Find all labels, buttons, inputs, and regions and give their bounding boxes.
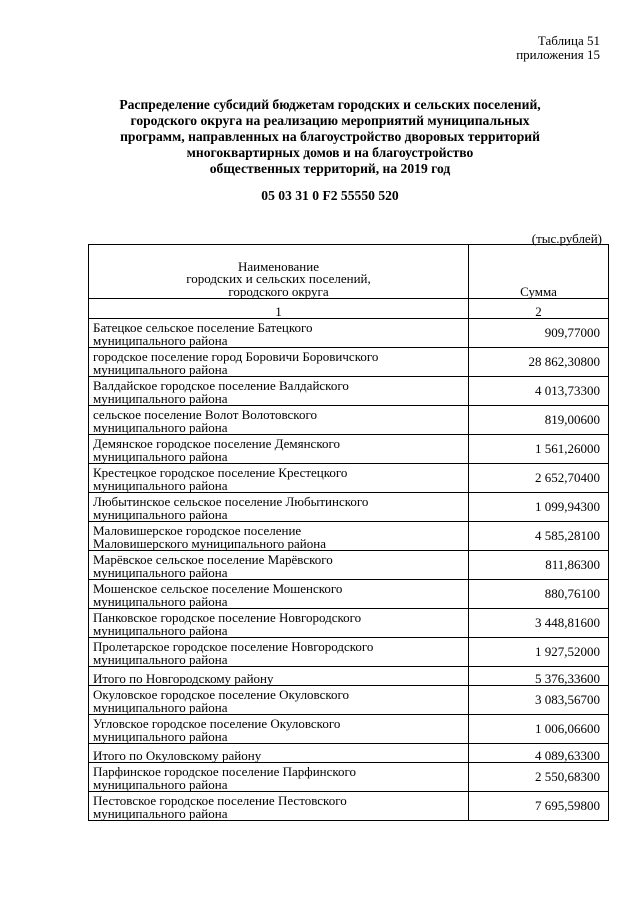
settlement-name-line: муниципального района xyxy=(93,477,228,493)
settlement-name-cell xyxy=(89,464,469,493)
district-total-row xyxy=(89,667,609,686)
settlement-name-line: Марёвское сельское поселение Марёвского xyxy=(93,552,333,567)
sum-cell: 4 585,28100 xyxy=(469,522,609,551)
sum-cell: 4 013,73300 xyxy=(469,377,609,406)
settlement-name-line: муниципального района xyxy=(93,390,228,406)
table-row xyxy=(89,493,609,522)
settlement-name-line: городское поселение город Боровичи Боровичского xyxy=(93,349,379,364)
settlement-name-cell xyxy=(89,551,469,580)
settlement-name-line: Угловское городское поселение Окуловского xyxy=(93,716,341,731)
table-row xyxy=(89,609,609,638)
settlement-name-cell xyxy=(89,493,469,522)
table-row xyxy=(89,319,609,348)
settlement-name-line: муниципального района xyxy=(93,448,228,464)
sum-cell: 1 099,94300 xyxy=(469,493,609,522)
sum-cell: 2 550,68300 xyxy=(469,763,609,792)
settlement-name-line: Маловишерское городское поселение xyxy=(93,523,302,538)
header-name-line: городских и сельских поселений, xyxy=(186,271,371,286)
settlement-name-line: Парфинское городское поселение Парфинского xyxy=(93,764,357,779)
sum-cell: 880,76100 xyxy=(469,580,609,609)
title-line: программ, направленных на благоустройство дворовых территорий xyxy=(120,129,540,144)
settlement-name-line: муниципального района xyxy=(93,419,228,435)
settlement-name-line: Батецкое сельское поселение Батецкого xyxy=(93,320,313,335)
total-sum-cell: 5 376,33600 xyxy=(469,667,609,686)
settlement-name-line: муниципального района xyxy=(93,651,228,667)
settlement-name-line: муниципального района xyxy=(93,506,228,522)
title-line: городского округа на реализацию мероприятий муниципальных xyxy=(130,113,530,128)
total-sum-cell: 4 089,63300 xyxy=(469,744,609,763)
settlement-name-line: муниципального района xyxy=(93,361,228,377)
settlement-name-line: Пестовское городское поселение Пестовского xyxy=(93,793,347,808)
appendix-number: приложения 15 xyxy=(516,47,600,62)
table-row xyxy=(89,638,609,667)
document-title xyxy=(95,97,565,177)
sum-cell: 1 006,06600 xyxy=(469,715,609,744)
table-row xyxy=(89,406,609,435)
settlement-name-line: Демянское городское поселение Демянского xyxy=(93,436,340,451)
title-line: Распределение субсидий бюджетам городских и сельских поселений, xyxy=(119,97,541,112)
table-row xyxy=(89,464,609,493)
settlement-name-line: муниципального района xyxy=(93,776,228,792)
settlement-name-cell xyxy=(89,580,469,609)
table-row xyxy=(89,686,609,715)
sum-cell: 1 927,52000 xyxy=(469,638,609,667)
settlement-name-line: Пролетарское городское поселение Новгородского xyxy=(93,639,374,654)
table-row xyxy=(89,763,609,792)
sum-cell: 1 561,26000 xyxy=(469,435,609,464)
settlement-name-line: муниципального района xyxy=(93,805,228,821)
sum-cell: 2 652,70400 xyxy=(469,464,609,493)
table-row xyxy=(89,522,609,551)
column-number-2: 2 xyxy=(469,299,609,319)
district-total-row xyxy=(89,744,609,763)
total-label-cell: Итого по Окуловскому району xyxy=(89,744,469,763)
settlement-name-line: муниципального района xyxy=(93,699,228,715)
sum-cell: 28 862,30800 xyxy=(469,348,609,377)
settlement-name-cell xyxy=(89,319,469,348)
settlement-name-cell xyxy=(89,792,469,821)
subsidy-table xyxy=(88,244,609,821)
column-number-1: 1 xyxy=(89,299,469,319)
settlement-name-line: сельское поселение Волот Волотовского xyxy=(93,407,317,422)
settlement-name-line: муниципального района xyxy=(93,728,228,744)
settlement-name-line: муниципального района xyxy=(93,332,228,348)
settlement-name-cell xyxy=(89,348,469,377)
sum-cell: 3 448,81600 xyxy=(469,609,609,638)
sum-cell: 811,86300 xyxy=(469,551,609,580)
settlement-name-cell xyxy=(89,609,469,638)
settlement-name-cell xyxy=(89,377,469,406)
sum-cell: 7 695,59800 xyxy=(469,792,609,821)
settlement-name-line: Панковское городское поселение Новгородского xyxy=(93,610,362,625)
settlement-name-cell xyxy=(89,406,469,435)
settlement-name-line: Валдайское городское поселение Валдайского xyxy=(93,378,349,393)
settlement-name-cell xyxy=(89,522,469,551)
table-row xyxy=(89,435,609,464)
total-label-cell: Итого по Новгородскому району xyxy=(89,667,469,686)
settlement-name-line: Маловишерского муниципального района xyxy=(93,535,326,551)
settlement-name-cell xyxy=(89,763,469,792)
settlement-name-line: Любытинское сельское поселение Любытинского xyxy=(93,494,369,509)
budget-classification-code: 05 03 31 0 F2 55550 520 xyxy=(261,188,399,203)
table-row xyxy=(89,792,609,821)
table-reference xyxy=(516,34,600,62)
title-line: многоквартирных домов и на благоустройство xyxy=(186,145,474,160)
settlement-name-line: муниципального района xyxy=(93,593,228,609)
sum-cell: 819,00600 xyxy=(469,406,609,435)
table-row xyxy=(89,715,609,744)
settlement-name-line: Окуловское городское поселение Окуловского xyxy=(93,687,350,702)
table-row xyxy=(89,377,609,406)
sum-cell: 3 083,56700 xyxy=(469,686,609,715)
title-line: общественных территорий, на 2019 год xyxy=(209,161,451,176)
header-name-line: городского округа xyxy=(228,283,329,299)
settlement-name-cell xyxy=(89,715,469,744)
settlement-name-cell xyxy=(89,686,469,715)
table-header-row xyxy=(89,245,609,299)
settlement-name-line: Мошенское сельское поселение Мошенского xyxy=(93,581,343,596)
table-row xyxy=(89,348,609,377)
header-name-cell xyxy=(89,245,469,299)
table-row xyxy=(89,551,609,580)
table-row xyxy=(89,580,609,609)
column-number-row xyxy=(89,299,609,319)
settlement-name-line: муниципального района xyxy=(93,622,228,638)
header-name-line: Наименование xyxy=(238,258,319,274)
settlement-name-line: муниципального района xyxy=(93,564,228,580)
settlement-name-line: Крестецкое городское поселение Крестецкого xyxy=(93,465,348,480)
unit-label: (тыс.рублей) xyxy=(531,231,602,246)
settlement-name-cell xyxy=(89,435,469,464)
settlement-name-cell xyxy=(89,638,469,667)
table-number: Таблица 51 xyxy=(537,33,600,48)
sum-cell: 909,77000 xyxy=(469,319,609,348)
header-sum-cell: Сумма xyxy=(469,245,609,299)
